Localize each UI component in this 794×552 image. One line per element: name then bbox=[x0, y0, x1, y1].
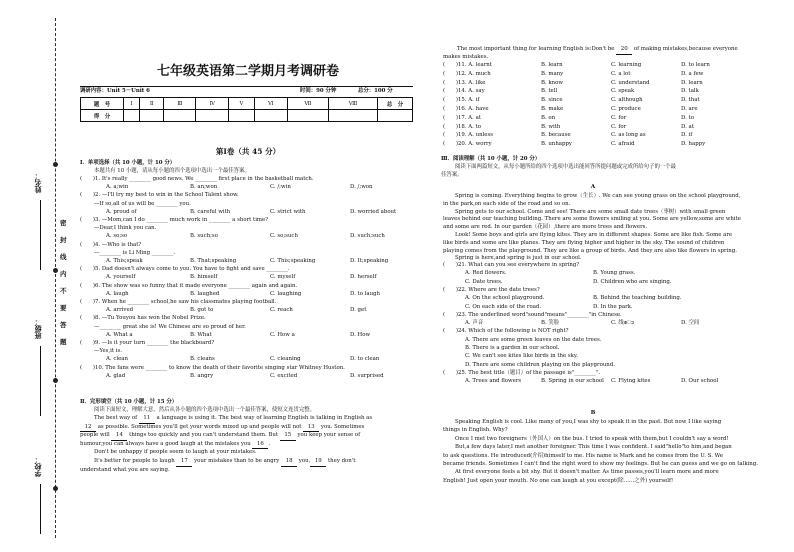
answer-option[interactable]: A. laugh bbox=[106, 290, 129, 297]
answer-option[interactable]: C. How a bbox=[270, 331, 295, 338]
sealed-char: 封 bbox=[60, 236, 67, 244]
answer-option[interactable]: D. /;won bbox=[350, 184, 373, 191]
name-line[interactable] bbox=[40, 200, 41, 270]
answer-option[interactable]: D. Children who are singing. bbox=[593, 278, 672, 285]
answer-option[interactable]: C. myself bbox=[270, 274, 296, 281]
score-col: Ⅴ bbox=[229, 98, 254, 110]
answer-option[interactable]: A. proud of bbox=[106, 208, 137, 215]
answer-option[interactable]: D. There are some children playing on the playground. bbox=[465, 361, 615, 368]
cloze-option[interactable]: C. for bbox=[611, 114, 627, 121]
volume-heading: 第Ⅰ卷（共 45 分） bbox=[215, 147, 281, 156]
section3-instr-2: 佳答案。 bbox=[441, 172, 463, 178]
question-stem: ( )10. The fans were ________ to know the death of their favorite singing star Whitney Huston. bbox=[80, 364, 345, 371]
class-label: 班级： bbox=[33, 318, 42, 339]
binding-dot bbox=[53, 378, 58, 383]
question-stem: ( )7. When he ________ school,he saw his classmates playing football. bbox=[80, 299, 277, 305]
section2-instr: 阅读下面短文，理解大意，然后从各小题的四个选项中选出一个最佳答案，使短文连贯完整。 bbox=[94, 407, 316, 413]
score-col: 总 分 bbox=[378, 98, 413, 110]
cloze-option[interactable]: D. that bbox=[681, 97, 700, 104]
cloze-option[interactable]: D. to bbox=[681, 114, 694, 121]
question-stem: ( )25. The best title（题目）of the passage is"________". bbox=[443, 369, 601, 376]
passage-line: English! Just open your mouth. No one can laugh at you except(除……之外) yourself! bbox=[443, 477, 674, 484]
scope-text: 调研内容：Unit 5－Unit 6 bbox=[80, 88, 150, 94]
blank-slot[interactable]: 12 bbox=[80, 424, 96, 433]
answer-option[interactable]: C. We can't see kites like birds in the sky. bbox=[465, 353, 578, 360]
cloze-line: Don't be unhappy if people seem to laugh at your mistakes. bbox=[94, 449, 257, 456]
answer-option[interactable]: A. clean bbox=[106, 356, 128, 363]
cloze-option[interactable]: B. since bbox=[541, 97, 563, 104]
passage-line: things in English. Why? bbox=[443, 427, 508, 434]
cloze-option[interactable]: ( )17. A. at bbox=[443, 114, 481, 121]
sealed-char: 密 bbox=[60, 219, 67, 227]
score-cell[interactable] bbox=[140, 110, 164, 122]
cloze-option[interactable]: B. with bbox=[541, 123, 561, 130]
header-rule bbox=[80, 86, 413, 87]
answer-option[interactable]: C. Date trees. bbox=[465, 278, 503, 285]
answer-option[interactable]: B. such;so bbox=[190, 233, 218, 240]
score-col: Ⅵ bbox=[254, 98, 287, 110]
cloze-option[interactable]: C. although bbox=[611, 97, 643, 104]
answer-option[interactable]: B. Behind the teaching building. bbox=[593, 295, 682, 302]
answer-option[interactable]: A. What a bbox=[106, 331, 133, 338]
binding-margin bbox=[0, 0, 78, 552]
cloze-option[interactable]: ( )19. A. unless bbox=[443, 132, 493, 139]
passage-line: to ask questions. He introduced(介绍)himself to me. His name is Mark and he comes from the U. S. We bbox=[443, 452, 723, 459]
passage-line: But,a few days later,I met another foreigner. This time I was confident. I said"hello"to him,and began bbox=[455, 444, 732, 451]
cloze-option[interactable]: C. speak bbox=[611, 88, 635, 95]
passage-b-label: B bbox=[590, 410, 596, 416]
answer-option[interactable]: C. This;speaking bbox=[270, 258, 316, 264]
score-cell[interactable] bbox=[328, 110, 377, 122]
dashed-cut-line bbox=[55, 18, 56, 538]
passage-line: Spring gets to our school. Come and see! There are some small date trees（枣树）with small green bbox=[455, 208, 726, 215]
school-label: 学校： bbox=[33, 456, 42, 477]
answer-option[interactable]: D. Our school bbox=[681, 378, 719, 385]
page-title: 七年级英语第二学期月考调研卷 bbox=[156, 64, 339, 79]
cloze-option[interactable]: ( )13. A. like bbox=[443, 79, 486, 86]
cloze-option[interactable]: D. are bbox=[681, 106, 698, 112]
passage-line: became friends. Sometimes I can't find the right word to show my feelings. But he can guess and we go on talking. bbox=[443, 461, 758, 467]
binding-dot bbox=[53, 486, 58, 491]
answer-option[interactable]: A. On the school playground. bbox=[465, 295, 545, 302]
answer-option[interactable]: C. cleaning bbox=[270, 356, 301, 363]
answer-option[interactable]: A. yourself bbox=[106, 274, 136, 281]
time-text: 时间：90 分钟 bbox=[300, 88, 337, 94]
score-col: Ⅶ bbox=[287, 98, 328, 110]
answer-option[interactable]: D. worried about bbox=[350, 208, 397, 215]
answer-option[interactable]: D. to laugh bbox=[350, 290, 381, 297]
question-stem: ( )5. Dad doesn't always come to you. You have to fight and save ________. bbox=[80, 266, 290, 273]
answer-option[interactable]: B. an;won bbox=[190, 184, 218, 191]
question-stem: ( )4. —Who is that? bbox=[80, 241, 142, 248]
cloze-line: people will 14 things too quickly and you can't understand them. But 15 you keep your sense of bbox=[80, 432, 360, 441]
score-cell[interactable] bbox=[196, 110, 229, 122]
blank-slot[interactable]: 14 bbox=[111, 432, 127, 441]
cloze-option[interactable]: ( )12. A. much bbox=[443, 70, 491, 77]
score-col: Ⅷ bbox=[328, 98, 377, 110]
question-stem-line2: —________ great she is! We Chinese are so proud of her. bbox=[94, 323, 246, 330]
cloze-option[interactable]: B. because bbox=[541, 132, 571, 139]
total-text: 总分：100 分 bbox=[358, 88, 393, 94]
answer-option[interactable]: D. get bbox=[350, 307, 367, 314]
answer-option[interactable]: D. 空间 bbox=[681, 320, 700, 327]
cloze-line: humour,you can always have a good laugh at the mistakes you 16 . bbox=[80, 441, 270, 450]
score-cell[interactable] bbox=[287, 110, 328, 122]
score-value-row bbox=[81, 110, 413, 122]
sealed-char: 不 bbox=[60, 287, 67, 295]
answer-option[interactable]: C. /;win bbox=[270, 184, 291, 191]
score-col: Ⅱ bbox=[140, 98, 164, 110]
answer-option[interactable]: B. angry bbox=[190, 372, 214, 379]
blank-slot[interactable]: 13 bbox=[303, 424, 319, 433]
answer-option[interactable]: C. so;such bbox=[270, 233, 298, 240]
answer-option[interactable]: A. Red flowers. bbox=[465, 270, 507, 277]
answer-option[interactable]: B. got to bbox=[190, 307, 214, 314]
answer-option[interactable]: A. arrived bbox=[106, 307, 134, 314]
question-stem: ( )9. —Is it your turn ________ the blackboard? bbox=[80, 340, 215, 346]
cloze-line: The best way of 11 a language is using it. The best way of learning English is talking in English as bbox=[94, 415, 372, 424]
passage-line: like birds and some are like planes. They are flying higher and higher in the sky. The sound of children bbox=[443, 239, 725, 246]
question-stem: ( )24. Which of the following is NOT right? bbox=[443, 328, 569, 335]
section2-heading: Ⅱ．完形填空（共 10 小题，计 15 分） bbox=[80, 399, 178, 405]
cloze-option[interactable]: ( )20. A. worry bbox=[443, 141, 492, 148]
blank-slot[interactable]: 19 bbox=[310, 458, 326, 467]
question-stem: ( )23. The underlined word"sound"means"________"in Chinese. bbox=[443, 311, 622, 318]
cloze-option[interactable]: B. many bbox=[541, 70, 564, 77]
score-col: Ⅰ bbox=[124, 98, 140, 110]
left-page bbox=[80, 0, 416, 552]
answer-option[interactable]: C. Flying kites bbox=[611, 378, 651, 385]
answer-option[interactable]: C. On each side of the road. bbox=[465, 303, 542, 310]
question-stem-line2: —________ is Li Ming ________. bbox=[94, 249, 176, 256]
answer-option[interactable]: D. In the park. bbox=[593, 303, 633, 310]
answer-option[interactable]: A. 声音 bbox=[465, 320, 484, 327]
cloze-option[interactable]: D. learn bbox=[681, 79, 703, 86]
cloze-option[interactable]: D. to learn bbox=[681, 62, 710, 68]
answer-option[interactable]: B. Young grass. bbox=[593, 270, 636, 277]
passage-a-label: A bbox=[590, 184, 596, 190]
cloze-option[interactable]: ( )15. A. if bbox=[443, 97, 480, 104]
section3-instr-1: 阅读下面两篇短文，从每小题所给的四个选项中选出能回答所提问题或完成所给句子的一个最 bbox=[455, 164, 677, 170]
score-cell[interactable] bbox=[124, 110, 140, 122]
cloze-option[interactable]: ( )11. A. learnt bbox=[443, 62, 492, 68]
score-header-row bbox=[81, 98, 413, 110]
score-row-label: 得 分 bbox=[81, 110, 124, 122]
score-cell[interactable] bbox=[229, 110, 254, 122]
answer-option[interactable]: B. Spring in our school bbox=[541, 378, 604, 385]
question-stem: ( )8. —Tu Youyou has won the Nobel Prize. bbox=[80, 315, 206, 322]
passage-line: leaves behind our teaching building. There are some flowers smiling at you. Some are yellow,some are white bbox=[443, 216, 741, 223]
cloze-line: 12 as possible. Sometimes you'll get your words mixed up and people will not 13 you. Sometimes bbox=[80, 424, 364, 433]
cloze-option[interactable]: C. understand bbox=[611, 79, 650, 86]
answer-option[interactable]: B. There is a garden in our school. bbox=[465, 345, 560, 351]
answer-option[interactable]: C. reach bbox=[270, 307, 293, 314]
answer-option[interactable]: B. himself bbox=[190, 274, 218, 281]
cloze-option[interactable]: D. at bbox=[681, 123, 694, 130]
passage-line: playing comes from the playground. They are like a group of birds. And they are also like flowers in spring. bbox=[443, 247, 737, 254]
answer-option[interactable]: B. 笑脸 bbox=[541, 320, 560, 327]
cloze-option[interactable]: C. a lot bbox=[611, 70, 631, 77]
answer-option[interactable]: D. herself bbox=[350, 274, 377, 281]
answer-option[interactable]: D. It;speaking bbox=[350, 258, 389, 264]
answer-option[interactable]: A. Trees and flowers bbox=[465, 378, 522, 385]
blank-slot[interactable]: 20 bbox=[616, 46, 632, 55]
class-line[interactable] bbox=[40, 346, 41, 416]
cloze-line: The most important thing for learning English is:Don't be 20 of making mistakes,because everyone bbox=[457, 46, 738, 55]
cloze-option[interactable]: C. as long as bbox=[611, 132, 646, 139]
cloze-option[interactable]: D. talk bbox=[681, 88, 699, 95]
cloze-option[interactable]: C. afraid bbox=[611, 141, 635, 148]
question-stem-line2: —If so,all of us will be ________ you. bbox=[94, 200, 191, 207]
answer-option[interactable]: D. such;such bbox=[350, 233, 385, 240]
section1-heading: Ⅰ．单项选择（共 10 小题，计 10 分） bbox=[80, 160, 176, 166]
answer-option[interactable]: D. How bbox=[350, 331, 371, 338]
score-cell[interactable] bbox=[164, 110, 196, 122]
sealed-char: 要 bbox=[60, 304, 67, 312]
school-line[interactable] bbox=[40, 484, 41, 534]
sealed-char: 题 bbox=[60, 338, 67, 346]
answer-option[interactable]: C. strict with bbox=[270, 208, 306, 215]
sealed-line-notice bbox=[60, 215, 68, 351]
question-stem: ( )21. What can you see everywhere in spring? bbox=[443, 262, 580, 268]
cloze-option[interactable]: B. unhappy bbox=[541, 141, 572, 148]
answer-option[interactable]: A. a;win bbox=[106, 184, 129, 191]
cloze-option[interactable]: B. learn bbox=[541, 62, 563, 68]
passage-line: in the park,on each side of the road and so on. bbox=[443, 200, 571, 207]
passage-line: Once I met two foreigners（外国人）on the bus. I tried to speak with them,but I couldn't say a word! bbox=[455, 435, 729, 442]
cloze-option[interactable]: C. learning bbox=[611, 62, 642, 68]
question-stem: ( )2. —I'll try my best to win in the School Talent show. bbox=[80, 192, 239, 199]
section3-heading: Ⅲ．阅读理解（共 10 小题，计 20 分） bbox=[441, 156, 541, 162]
question-stem: ( )22. Where are the date trees? bbox=[443, 286, 540, 293]
cloze-line: understand what you are saying. bbox=[80, 466, 170, 473]
cloze-option[interactable]: ( )16. A. have bbox=[443, 106, 489, 112]
score-cell[interactable] bbox=[254, 110, 287, 122]
answer-option[interactable]: B. laughed bbox=[190, 290, 220, 297]
answer-option[interactable]: D. to clean bbox=[350, 356, 380, 363]
blank-slot[interactable]: 18 bbox=[281, 458, 297, 467]
answer-option[interactable]: B. That;speaking bbox=[190, 258, 237, 264]
cloze-line: makes mistakes. bbox=[443, 54, 489, 60]
score-col: Ⅲ bbox=[164, 98, 196, 110]
sealed-char: 线 bbox=[60, 253, 67, 261]
passage-line: Look! Some boys and girls are flying kites. They are in different shapes. Some are like fish. Some are bbox=[455, 232, 733, 238]
cloze-option[interactable]: ( )18. A. to bbox=[443, 123, 482, 130]
question-stem: ( )3. —Mom,can I do ________ much work in ________ a short time? bbox=[80, 217, 269, 223]
binding-dot bbox=[53, 268, 58, 273]
score-table bbox=[80, 97, 413, 122]
passage-line: Speaking English is cool. Like many of you,I was shy to speak it in the past. But now I like saying bbox=[455, 419, 722, 425]
cloze-option[interactable]: B. make bbox=[541, 106, 564, 112]
answer-option[interactable]: A. so;so bbox=[106, 233, 128, 240]
answer-option[interactable]: B. What bbox=[190, 331, 212, 338]
name-label: 姓名： bbox=[33, 172, 42, 193]
sealed-char: 答 bbox=[60, 321, 67, 329]
cloze-option[interactable]: D. a few bbox=[681, 70, 704, 77]
passage-line: and some are red. In our garden（花园）,there are more trees and flowers. bbox=[443, 224, 648, 231]
section1-instr: 本题共有 10 小题，请从每小题的四个选项中选出一个最佳答案。 bbox=[94, 168, 250, 174]
answer-option[interactable]: B. cleans bbox=[190, 356, 215, 363]
passage-line: At first everyone feels a bit shy. But it doesn't matter. As time passes,you'll learn more and more bbox=[455, 469, 719, 476]
question-stem-line2: —Yes,it is. bbox=[94, 348, 122, 355]
question-stem: ( )6. The show was so funny that it made everyone ________ again and again. bbox=[80, 282, 298, 289]
cloze-option[interactable]: B. on bbox=[541, 114, 556, 121]
blank-slot[interactable]: 11 bbox=[139, 415, 155, 424]
sealed-char: 内 bbox=[60, 270, 67, 278]
answer-option[interactable]: A. This;speak bbox=[106, 258, 143, 264]
answer-option[interactable]: A. There are some green leaves on the date trees. bbox=[465, 336, 602, 343]
blank-slot[interactable]: 15 bbox=[280, 432, 296, 441]
cloze-option[interactable]: B. tell bbox=[541, 88, 558, 95]
score-row-label: 题 号 bbox=[81, 98, 124, 110]
cloze-option[interactable]: D. happy bbox=[681, 141, 706, 148]
blank-slot[interactable]: 16 bbox=[252, 441, 268, 450]
question-stem: ( )1. It's really ________ good news. We ________ first place in the basketball match. bbox=[80, 176, 314, 182]
answer-option[interactable]: C. 线ോ bbox=[611, 320, 634, 327]
score-col: Ⅳ bbox=[196, 98, 229, 110]
answer-option[interactable]: C. excited bbox=[270, 372, 298, 379]
right-page bbox=[443, 0, 783, 552]
blank-slot[interactable]: 17 bbox=[176, 458, 192, 467]
question-stem-line2: —Dear,I think you can. bbox=[94, 225, 157, 232]
answer-option[interactable]: B. careful with bbox=[190, 208, 231, 215]
cloze-option[interactable]: ( )14. A. say bbox=[443, 88, 485, 95]
passage-line: Spring is here,and spring is just in our school. bbox=[455, 255, 582, 262]
binding-dot bbox=[53, 162, 58, 167]
score-cell[interactable] bbox=[378, 110, 413, 122]
answer-option[interactable]: D. surprised bbox=[350, 372, 384, 379]
cloze-option[interactable]: C. for bbox=[611, 123, 627, 130]
cloze-option[interactable]: B. know bbox=[541, 79, 563, 86]
cloze-line: It's better for people to laugh 17 your mistakes than to be angry 18 you, 19 they don't bbox=[94, 458, 355, 467]
answer-option[interactable]: C. laughing bbox=[270, 290, 302, 297]
passage-line: Spring is coming. Everything begins to grow（生长）. We can see young grass on the school playground, bbox=[455, 193, 741, 199]
cloze-option[interactable]: D. if bbox=[681, 132, 693, 139]
answer-option[interactable]: A. glad bbox=[106, 372, 126, 379]
cloze-option[interactable]: C. produce bbox=[611, 106, 641, 112]
